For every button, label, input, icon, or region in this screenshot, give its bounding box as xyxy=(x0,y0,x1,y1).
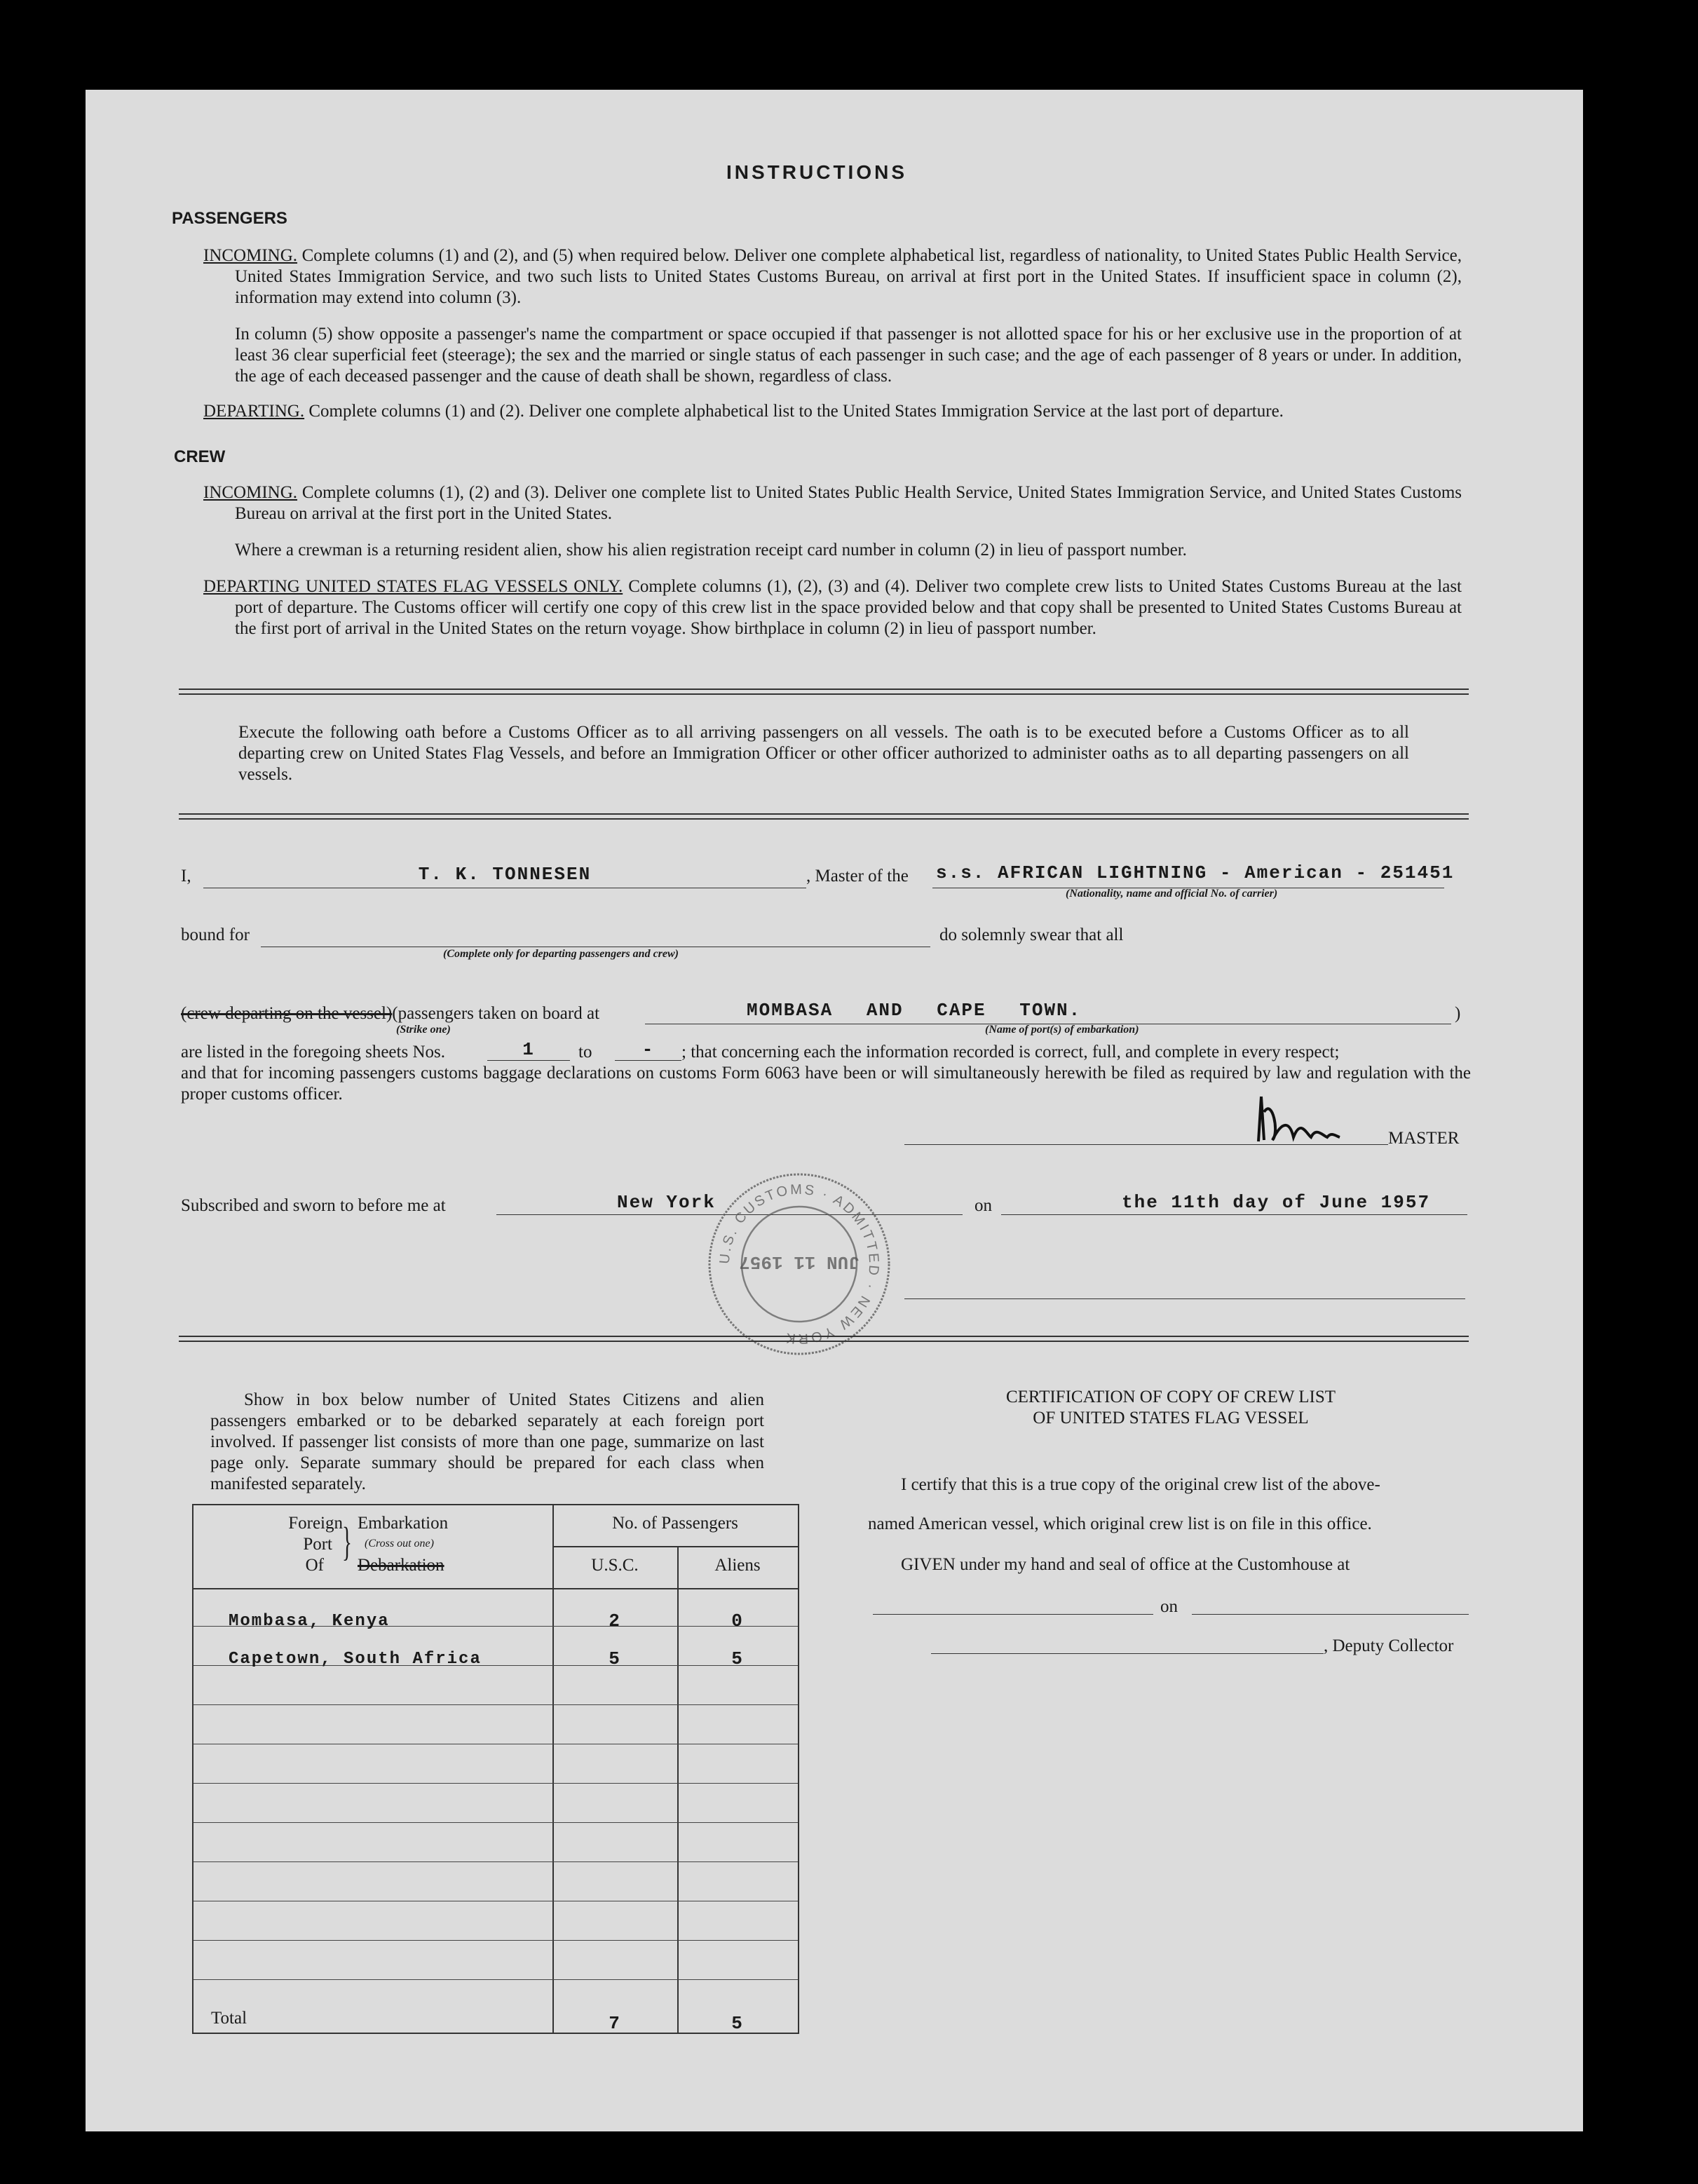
embarkation-statement xyxy=(181,1004,599,1024)
header-port: Port xyxy=(303,1535,332,1554)
summary-instructions: Show in box below number of United States Citizens and alien passengers embarked or to be debarked separately at each foreign port involved. If passenger list consists of more than one page, summarize on last page only. Separate summary should be prepared for each class when manifested separately. xyxy=(210,1390,764,1493)
struck-crew-option: (crew departing on the vessel) xyxy=(181,1004,393,1023)
crew-section-title: CREW xyxy=(174,447,226,466)
passengers-section-title: PASSENGERS xyxy=(172,209,287,228)
deputy-collector-label: , Deputy Collector xyxy=(1324,1636,1454,1655)
sheets-label: are listed in the foregoing sheets Nos. xyxy=(181,1043,445,1062)
bound-for-caption: (Complete only for departing passengers and crew) xyxy=(443,948,679,960)
master-of-label: , Master of the xyxy=(806,867,909,886)
certification-line-2: named American vessel, which original crew list is on file in this office. xyxy=(868,1514,1372,1533)
table-row-line xyxy=(193,1783,798,1784)
table-header-divider xyxy=(552,1546,798,1547)
ports-caption: (Name of port(s) of embarkation) xyxy=(985,1024,1139,1036)
officer-signature-line xyxy=(904,1298,1465,1299)
vessel-field[interactable]: s.s. AFRICAN LIGHTNING - American - 251451 xyxy=(936,862,1455,883)
certification-title-line-2: OF UNITED STATES FLAG VESSEL xyxy=(1033,1409,1309,1427)
section-divider xyxy=(179,813,1469,820)
table-row-line xyxy=(193,1979,798,1980)
crew-departing-text: Complete columns (1), (2), (3) and (4). Deliver two complete crew lists to United States Customs Bureau at the last port of departure. The Customs officer will certify one copy of this crew list in the space provided below and that copy shall be presented to United States Customs Bureau at the first port of arrival in the United States on the return voyage. Show birthplace in column (2) in lieu of passport number. xyxy=(235,577,1462,638)
brace-icon: } xyxy=(342,1519,352,1564)
table-header-divider xyxy=(193,1588,798,1589)
to-label: to xyxy=(578,1043,592,1062)
passengers-column5-instructions: In column (5) show opposite a passenger's name the compartment or space occupied if that passenger is not allotted space for his or her exclusive use in the proportion of at least 36 clear superficial feet (steerage); the sex and the married or single status of each passenger in such case; and the age of each passenger of 8 years or under. In addition, the age of each deceased passenger and the cause of death shall be shown, regardless of class. xyxy=(235,325,1462,386)
table-row-line xyxy=(193,1822,798,1823)
header-of: Of xyxy=(305,1556,324,1575)
strike-caption: (Strike one) xyxy=(396,1024,451,1036)
passengers-option: (passengers taken on board at xyxy=(392,1004,600,1023)
certification-title xyxy=(876,1387,1465,1429)
passengers-incoming-label: INCOMING. xyxy=(203,246,298,265)
crew-alien-instructions: Where a crewman is a returning resident alien, show his alien registration receipt card number in column (2) in lieu of passport number. xyxy=(235,541,1187,559)
header-no-passengers: No. of Passengers xyxy=(612,1514,738,1533)
certification-title-line-1: CERTIFICATION OF COPY OF CREW LIST xyxy=(1005,1388,1336,1406)
sworn-place-field[interactable]: New York xyxy=(617,1192,716,1213)
table-row-port[interactable]: Mombasa, Kenya xyxy=(229,1612,390,1631)
crew-departing-instructions xyxy=(203,576,1462,639)
oath-instructions: Execute the following oath before a Customs Officer as to all arriving passengers on all vessels. The oath is to be executed before a Customs Officer as to all departing crew on United States Flag Vessels, and before an Immigration Officer or other officer authorized to administer oaths as to all departing passengers on all vessels. xyxy=(238,723,1409,784)
oath-i-label: I, xyxy=(181,867,191,886)
certification-line-1: I certify that this is a true copy of the original crew list of the above- xyxy=(901,1475,1380,1494)
total-usc[interactable]: 7 xyxy=(609,2013,621,2034)
crew-incoming-label: INCOMING. xyxy=(203,483,298,502)
header-aliens: Aliens xyxy=(714,1556,761,1575)
table-row-aliens[interactable]: 0 xyxy=(731,1610,744,1632)
table-row-line xyxy=(193,1861,798,1862)
page-heading: INSTRUCTIONS xyxy=(726,161,907,183)
vessel-caption: (Nationality, name and official No. of carrier) xyxy=(1066,888,1278,900)
customhouse-field[interactable] xyxy=(873,1614,1153,1615)
sworn-date-line xyxy=(1001,1214,1467,1215)
table-row-aliens[interactable]: 5 xyxy=(731,1648,744,1669)
header-usc: U.S.C. xyxy=(591,1556,639,1575)
certification-line-3: GIVEN under my hand and seal of office at the Customhouse at xyxy=(901,1555,1350,1574)
passengers-incoming-text: Complete columns (1) and (2), and (5) when required below. Deliver one complete alphabetical list, regardless of nationality, to United States Public Health Service, United States Immigration Service, and two such lists to United States Customs Bureau, on arrival at first port in the United States. If insufficient space in column (2), information may extend into column (3). xyxy=(235,246,1462,307)
header-embarkation: Embarkation xyxy=(358,1514,449,1533)
sworn-date-field[interactable]: the 11th day of June 1957 xyxy=(1122,1192,1431,1213)
table-row-usc[interactable]: 2 xyxy=(609,1610,621,1632)
passengers-incoming-instructions xyxy=(203,245,1462,308)
section-divider xyxy=(179,689,1469,695)
sheet-to-line xyxy=(615,1060,681,1061)
crew-incoming-instructions xyxy=(203,482,1462,524)
table-row-usc[interactable]: 5 xyxy=(609,1648,621,1669)
header-cross-out: (Cross out one) xyxy=(365,1538,434,1549)
sheet-to-field[interactable]: - xyxy=(641,1039,655,1060)
subscribed-label: Subscribed and sworn to before me at xyxy=(181,1196,446,1215)
customs-stamp xyxy=(705,1169,894,1359)
total-aliens[interactable]: 5 xyxy=(731,2013,744,2034)
bound-for-label: bound for xyxy=(181,925,250,944)
deputy-collector-signature-field[interactable] xyxy=(931,1653,1324,1654)
passengers-departing-instructions xyxy=(203,401,1465,422)
header-foreign: Foreign xyxy=(288,1514,343,1533)
stamp-ring-text: U.S. CUSTOMS · ADMITTED · NEW YORK xyxy=(716,1181,882,1347)
passenger-summary-table xyxy=(192,1504,799,2034)
swear-label: do solemnly swear that all xyxy=(939,925,1124,944)
table-row-line xyxy=(193,1704,798,1705)
master-name-field[interactable]: T. K. TONNESEN xyxy=(418,864,592,885)
total-label: Total xyxy=(211,2009,247,2028)
certification-on-label: on xyxy=(1160,1597,1178,1616)
master-signature xyxy=(1251,1091,1343,1148)
header-debarkation: Debarkation xyxy=(358,1556,444,1575)
baggage-statement: and that for incoming passengers customs baggage declarations on customs Form 6063 have been or will simultaneously herewith be filed as required by law and regulation with the proper customs officer. xyxy=(181,1064,1471,1104)
sheets-statement: ; that concerning each the information recorded is correct, full, and complete in every respect; xyxy=(681,1043,1340,1062)
table-row-line xyxy=(193,1940,798,1941)
passengers-departing-text: Complete columns (1) and (2). Deliver one complete alphabetical list to the United States Immigration Service at the last port of departure. xyxy=(304,402,1284,421)
sheet-from-field[interactable]: 1 xyxy=(522,1039,535,1060)
sheet-from-line xyxy=(487,1060,570,1061)
certification-date-field[interactable] xyxy=(1192,1614,1469,1615)
stamp-date-text: JUN 11 1957 xyxy=(739,1252,860,1273)
passengers-departing-label: DEPARTING. xyxy=(203,402,305,421)
ports-field[interactable]: MOMBASA AND CAPE TOWN. xyxy=(747,1000,1082,1021)
close-paren: ) xyxy=(1455,1004,1461,1023)
table-column-divider xyxy=(552,1505,554,2033)
crew-departing-label: DEPARTING UNITED STATES FLAG VESSELS ONLY. xyxy=(203,577,623,596)
master-label: MASTER xyxy=(1388,1129,1460,1148)
on-label: on xyxy=(974,1196,992,1215)
section-divider xyxy=(179,1336,1469,1342)
table-row-port[interactable]: Capetown, South Africa xyxy=(229,1650,482,1669)
crew-incoming-text: Complete columns (1), (2) and (3). Deliver one complete list to United States Public Health Service, United States Immigration Service, and United States Customs Bureau on arrival at the first port in the United States. xyxy=(235,483,1462,523)
